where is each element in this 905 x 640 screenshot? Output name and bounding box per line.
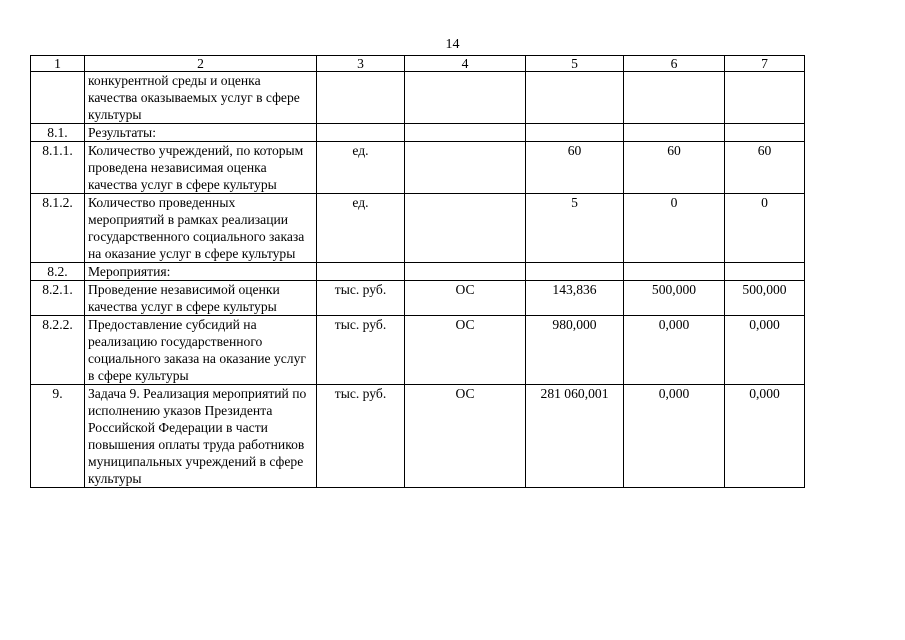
- row-description: Количество проведенных мероприятий в рамках реализации государственного социального заказа на оказание услуг в сфере культуры: [85, 194, 317, 263]
- row-value-5: [526, 72, 624, 124]
- row-source: [405, 263, 526, 281]
- row-number: 8.1.1.: [31, 142, 85, 194]
- row-value-5: 5: [526, 194, 624, 263]
- table-row: [31, 263, 805, 281]
- column-number: 5: [526, 56, 624, 72]
- row-value-6: 0: [624, 194, 725, 263]
- row-value-7: 0,000: [725, 316, 805, 385]
- row-unit: ед.: [317, 142, 405, 194]
- row-unit: [317, 124, 405, 142]
- row-unit: ед.: [317, 194, 405, 263]
- row-unit: [317, 263, 405, 281]
- row-value-6: [624, 72, 725, 124]
- row-number: 8.2.2.: [31, 316, 85, 385]
- row-value-7: 500,000: [725, 281, 805, 316]
- row-description: Предоставление субсидий на реализацию государственного социального заказа на оказание услуг в сфере культуры: [85, 316, 317, 385]
- row-value-5: 60: [526, 142, 624, 194]
- row-unit: тыс. руб.: [317, 281, 405, 316]
- row-description: Результаты:: [85, 124, 317, 142]
- row-value-7: [725, 263, 805, 281]
- data-table: [30, 55, 805, 488]
- row-value-6: 60: [624, 142, 725, 194]
- row-value-6: 0,000: [624, 385, 725, 488]
- row-number: 9.: [31, 385, 85, 488]
- row-number: 8.2.: [31, 263, 85, 281]
- row-source: ОС: [405, 385, 526, 488]
- row-value-6: 500,000: [624, 281, 725, 316]
- table-row: [31, 281, 805, 316]
- row-value-7: 0: [725, 194, 805, 263]
- page-number: 14: [445, 37, 460, 52]
- row-value-6: [624, 124, 725, 142]
- row-value-7: [725, 124, 805, 142]
- table-row: [31, 72, 805, 124]
- column-number: 6: [624, 56, 725, 72]
- row-value-6: [624, 263, 725, 281]
- row-value-6: 0,000: [624, 316, 725, 385]
- row-value-5: 980,000: [526, 316, 624, 385]
- row-unit: тыс. руб.: [317, 385, 405, 488]
- column-number: 7: [725, 56, 805, 72]
- row-value-7: 60: [725, 142, 805, 194]
- row-source: ОС: [405, 316, 526, 385]
- table-row: [31, 316, 805, 385]
- row-description: Задача 9. Реализация мероприятий по исполнению указов Президента Российской Федерации в части повышения оплаты труда работников муниципальных учреждений в сфере культуры: [85, 385, 317, 488]
- row-source: [405, 72, 526, 124]
- column-number: 1: [31, 56, 85, 72]
- row-number: 8.1.: [31, 124, 85, 142]
- row-description: Проведение независимой оценки качества услуг в сфере культуры: [85, 281, 317, 316]
- row-source: ОС: [405, 281, 526, 316]
- column-number: 3: [317, 56, 405, 72]
- row-value-5: [526, 263, 624, 281]
- row-value-5: 143,836: [526, 281, 624, 316]
- row-description: конкурентной среды и оценка качества оказываемых услуг в сфере культуры: [85, 72, 317, 124]
- column-number-row: [31, 56, 805, 72]
- row-source: [405, 194, 526, 263]
- row-unit: [317, 72, 405, 124]
- row-source: [405, 142, 526, 194]
- row-unit: тыс. руб.: [317, 316, 405, 385]
- row-number: 8.1.2.: [31, 194, 85, 263]
- row-value-7: 0,000: [725, 385, 805, 488]
- row-number: 8.2.1.: [31, 281, 85, 316]
- table-row: [31, 124, 805, 142]
- row-number: [31, 72, 85, 124]
- table-row: [31, 385, 805, 488]
- table-row: [31, 194, 805, 263]
- row-value-5: 281 060,001: [526, 385, 624, 488]
- row-value-5: [526, 124, 624, 142]
- row-description: Количество учреждений, по которым проведена независимая оценка качества услуг в сфере культуры: [85, 142, 317, 194]
- row-description: Мероприятия:: [85, 263, 317, 281]
- row-value-7: [725, 72, 805, 124]
- column-number: 2: [85, 56, 317, 72]
- table-row: [31, 142, 805, 194]
- column-number: 4: [405, 56, 526, 72]
- row-source: [405, 124, 526, 142]
